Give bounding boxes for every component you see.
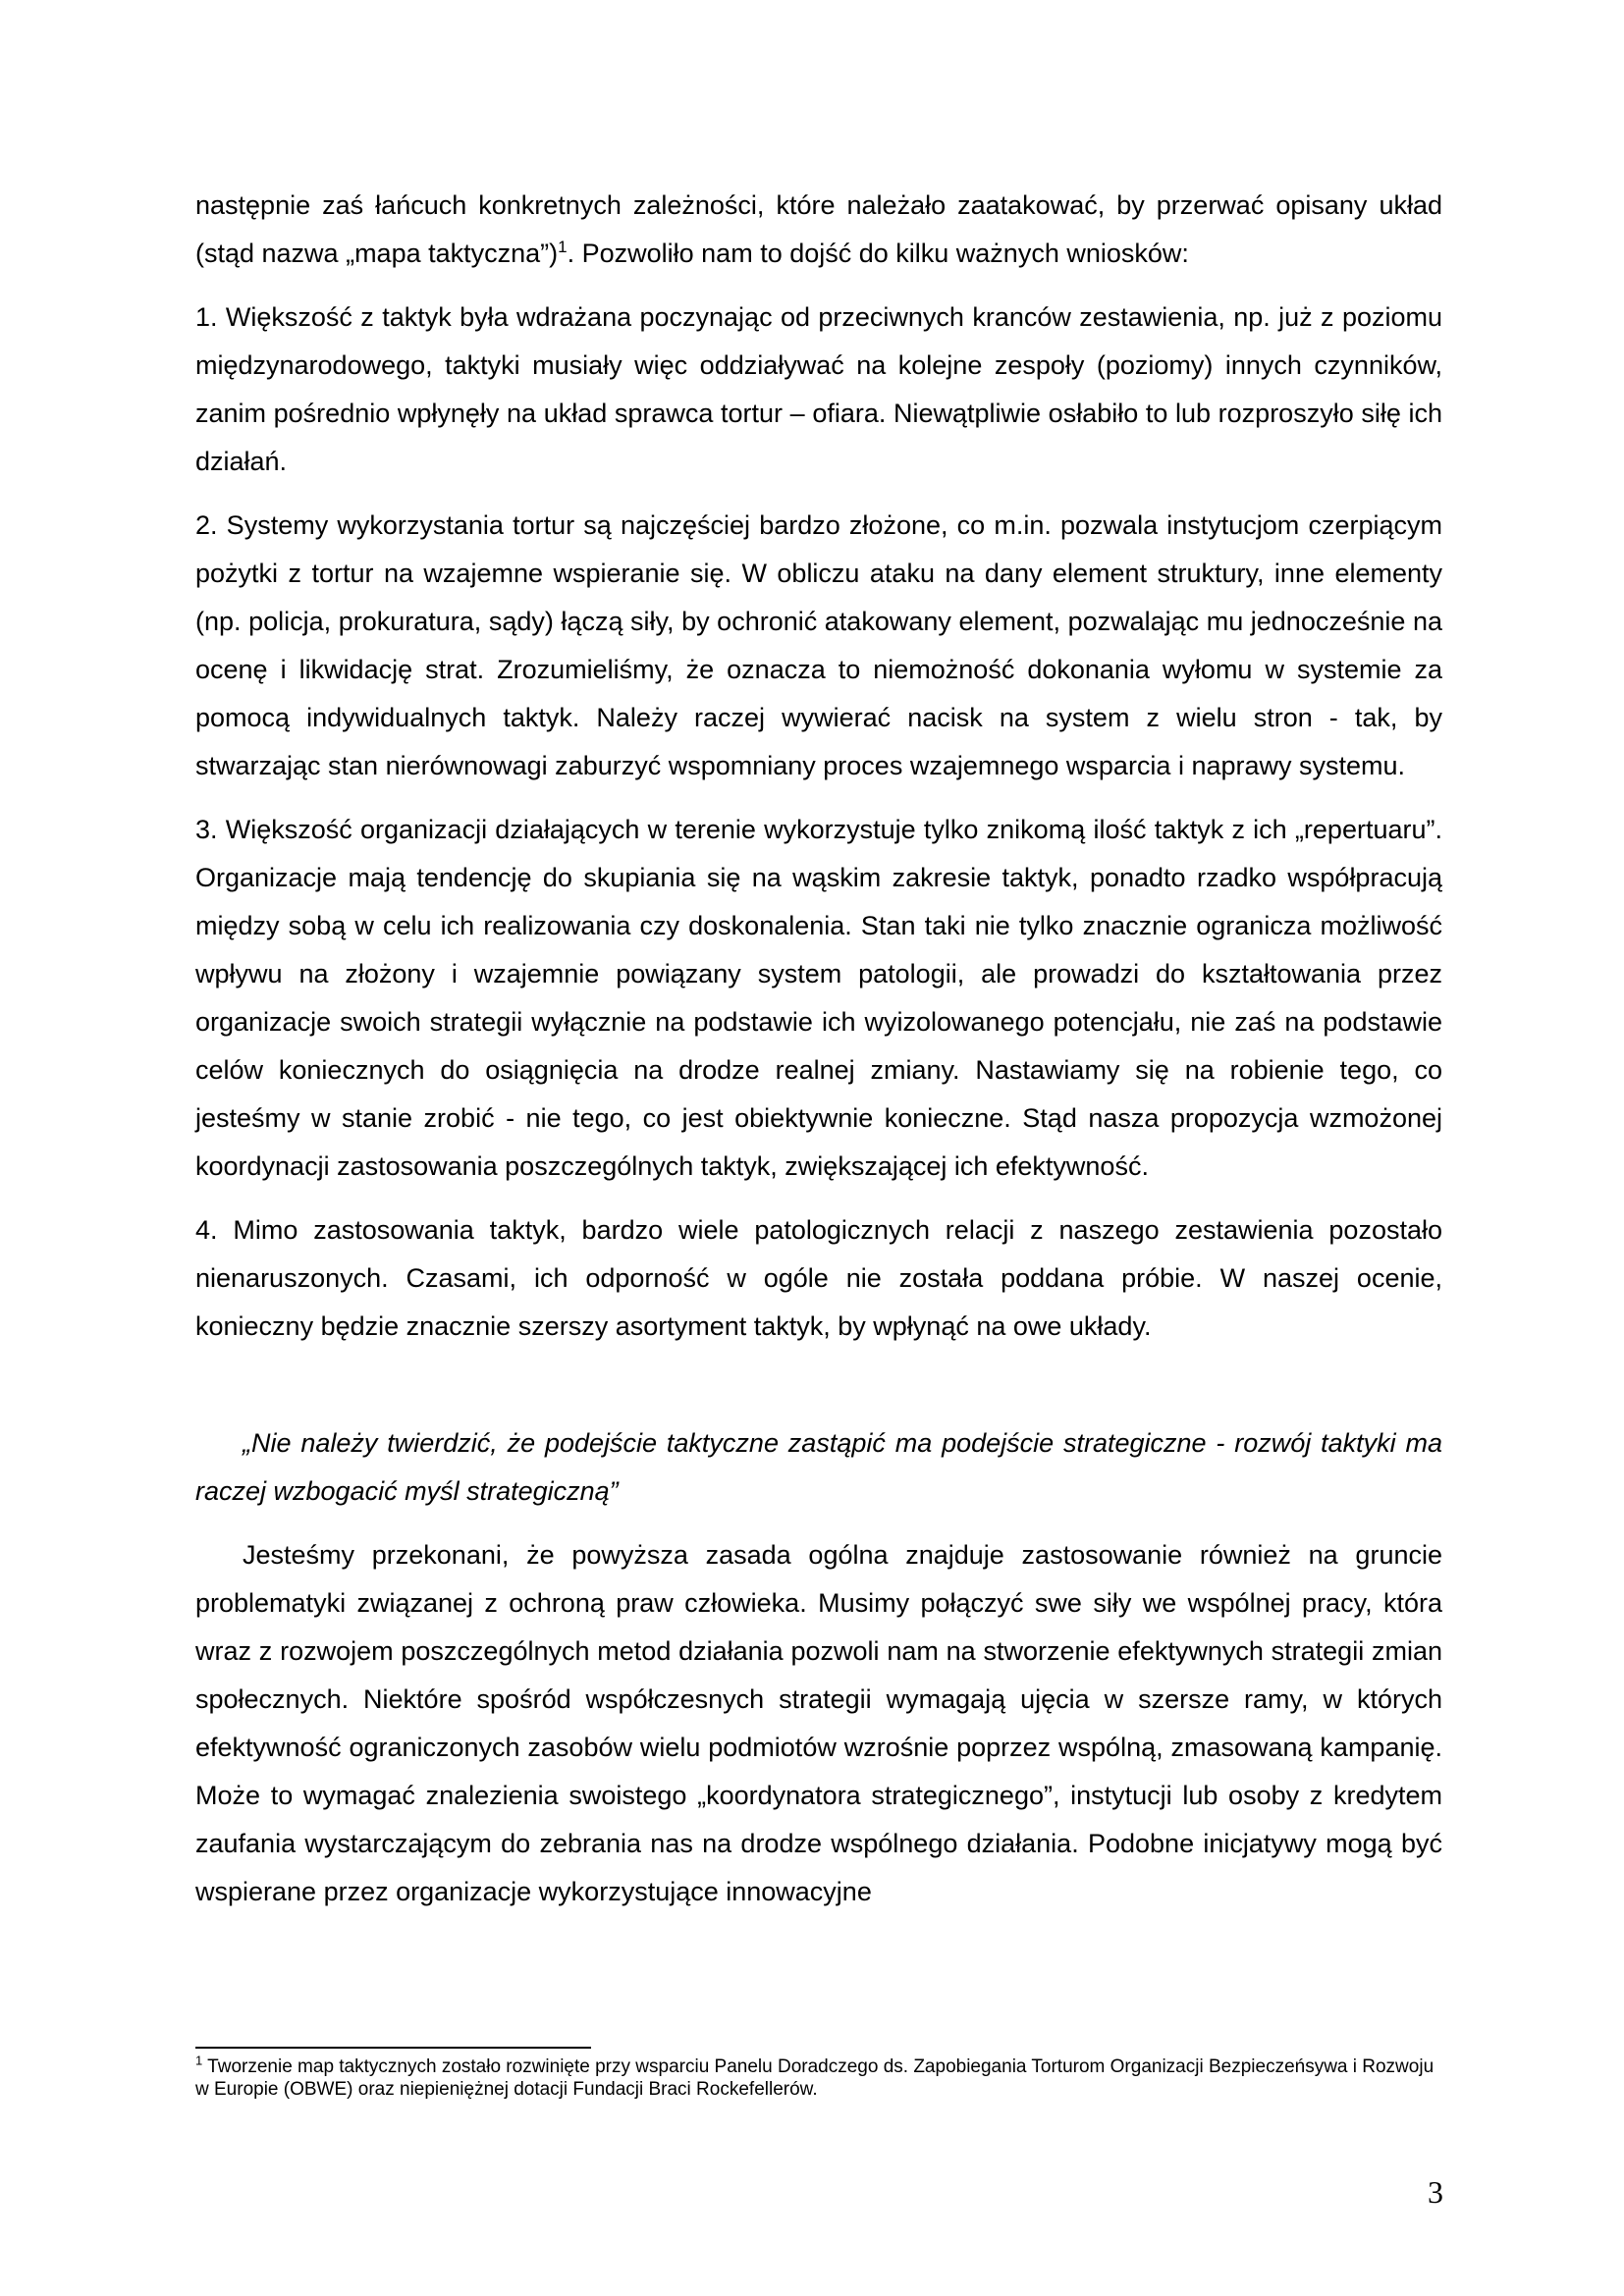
conclusion-2: 2. Systemy wykorzystania tortur są najczęściej bardzo złożone, co m.in. pozwala instytucjom czerpiącym pożytki z tortur na wzajemne wspieranie się. W obliczu ataku na dany element struktury, inne elementy (np. policja, prokuratura, sądy) łączą siły, by ochronić atakowany element, pozwalając mu jednocześnie na ocenę i likwidację strat. Zrozumieliśmy, że oznacza to niemożność dokonania wyłomu w systemie za pomocą indywidualnych taktyk. Należy raczej wywierać nacisk na system z wielu stron - tak, by stwarzając stan nierównowagi zaburzyć wspomniany proces wzajemnego wsparcia i naprawy systemu. bbox=[195, 510, 1442, 780]
footnote-marker: 1 bbox=[195, 2053, 203, 2068]
footnote-reference: 1 bbox=[558, 238, 568, 256]
footnote-separator bbox=[195, 2047, 591, 2049]
paragraph-intro bbox=[195, 182, 1442, 278]
quote: „Nie należy twierdzić, że podejście taktyczne zastąpić ma podejście strategiczne - rozwój taktyki ma raczej wzbogacić myśl strategiczną” bbox=[195, 1428, 1442, 1506]
conclusion-4: 4. Mimo zastosowania taktyk, bardzo wiele patologicznych relacji z naszego zestawienia pozostało nienaruszonych. Czasami, ich odporność w ogóle nie została poddana próbie. W naszej ocenie, konieczny będzie znacznie szerszy asortyment taktyk, by wpłynąć na owe układy. bbox=[195, 1215, 1442, 1341]
conclusion-3: 3. Większość organizacji działających w terenie wykorzystuje tylko znikomą ilość taktyk z ich „repertuaru”. Organizacje mają tendencję do skupiania się na wąskim zakresie taktyk, ponadto rzadko współpracują między sobą w celu ich realizowania czy doskonalenia. Stan taki nie tylko znacznie ogranicza możliwość wpływu na złożony i wzajemnie powiązany system patologii, ale prowadzi do kształtowania przez organizacje swoich strategii wyłącznie na podstawie ich wyizolowanego potencjału, nie zaś na podstawie celów koniecznych do osiągnięcia na drodze realnej zmiany. Nastawiamy się na robienie tego, co jesteśmy w stanie zrobić - nie tego, co jest obiektywnie konieczne. Stąd nasza propozycja wzmożonej koordynacji zastosowania poszczególnych taktyk, zwiększającej ich efektywność. bbox=[195, 815, 1442, 1181]
conclusion-1: 1. Większość z taktyk była wdrażana poczynając od przeciwnych kranców zestawienia, np. już z poziomu międzynarodowego, taktyki musiały więc oddziaływać na kolejne zespoły (poziomy) innych czynników, zanim pośrednio wpłynęły na układ sprawca tortur – ofiara. Niewątpliwie osłabiło to lub rozproszyło siłę ich działań. bbox=[195, 302, 1442, 476]
paragraph-intro-text-end: . Pozwoliło nam to dojść do kilku ważnych wniosków: bbox=[567, 239, 1189, 268]
footnote-text: Tworzenie map taktycznych zostało rozwinięte przy wsparciu Panelu Doradczego ds. Zapobiegania Torturom Organizacji Bezpieczeńsywa i Rozwoju w Europie (OBWE) oraz niepieniężnej dotacji Fundacji Braci Rockefellerów. bbox=[195, 2056, 1435, 2100]
body-text bbox=[195, 182, 1442, 1932]
page-number: 3 bbox=[1428, 2174, 1443, 2210]
paragraph-intro-text: następnie zaś łańcuch konkretnych zależności, które należało zaatakować, by przerwać opisany układ (stąd nazwa „mapa taktyczna”) bbox=[195, 190, 1442, 268]
footnote bbox=[195, 2053, 1442, 2101]
paragraph-strategy: Jesteśmy przekonani, że powyższa zasada ogólna znajduje zastosowanie również na gruncie problematyki związanej z ochroną praw człowieka. Musimy połączyć swe siły we wspólnej pracy, która wraz z rozwojem poszczególnych metod działania pozwoli nam na stworzenie efektywnych strategii zmian społecznych. Niektóre spośród współczesnych strategii wymagają ujęcia w szersze ramy, w których efektywność ograniczonych zasobów wielu podmiotów wzrośnie poprzez wspólną, zmasowaną kampanię. Może to wymagać znalezienia swoistego „koordynatora strategicznego”, instytucji lub osoby z kredytem zaufania wystarczającym do zebrania nas na drodze wspólnego działania. Podobne inicjatywy mogą być wspierane przez organizacje wykorzystujące innowacyjne bbox=[195, 1540, 1442, 1906]
